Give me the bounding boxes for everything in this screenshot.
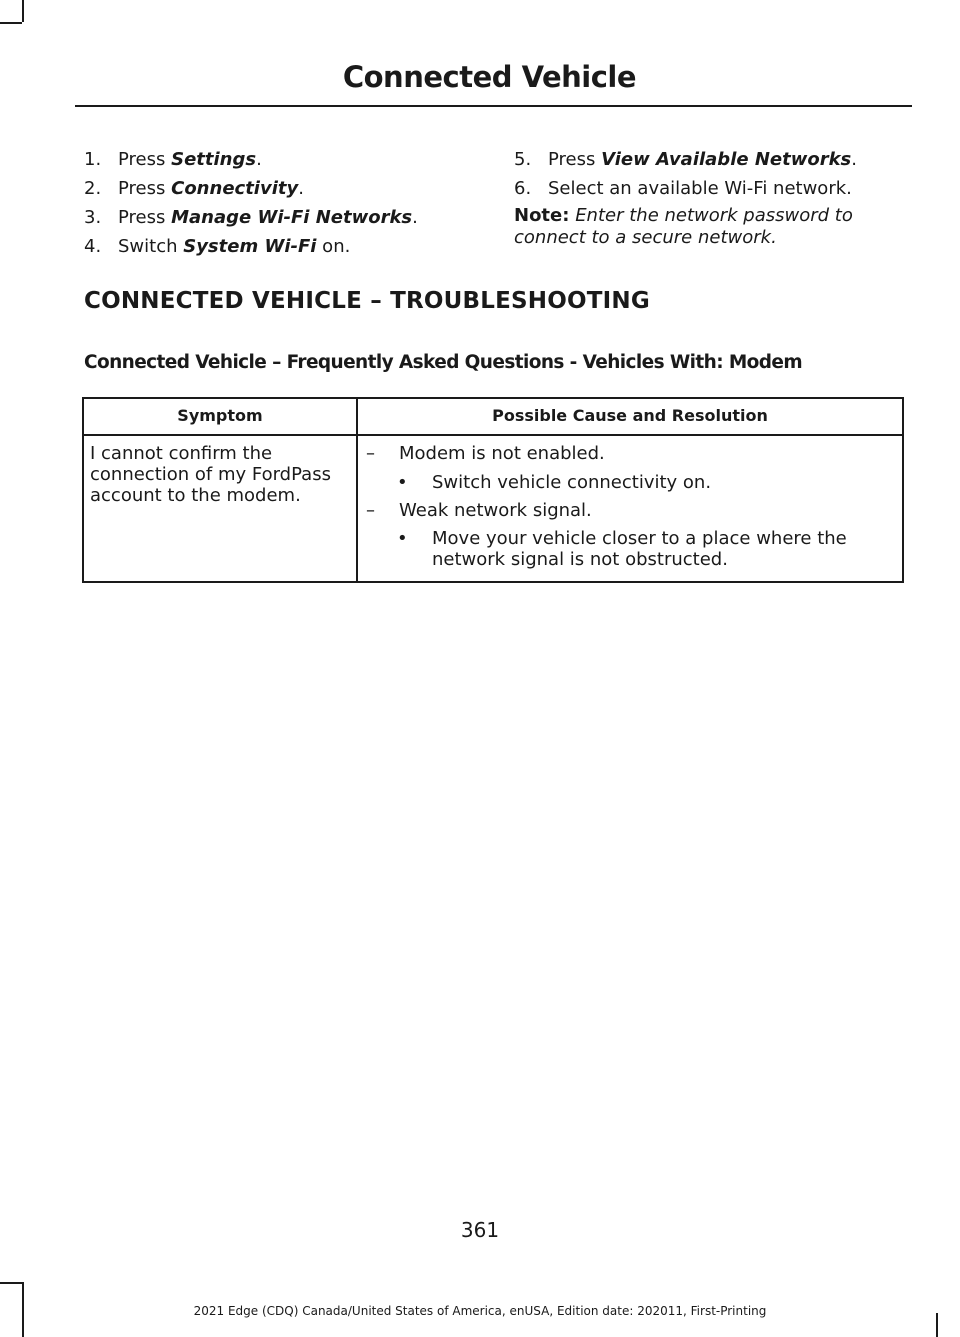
dash-marker: – [366,443,375,464]
step-item [84,232,418,261]
step-text: Select an available Wi-Fi network. [548,178,852,199]
step-number: 4. [84,236,102,257]
crop-mark [0,1282,22,1284]
note [514,205,894,249]
crop-mark [0,22,22,24]
header-divider [75,105,912,107]
cause-text: Modem is not enabled. [399,443,605,464]
dash-marker: – [366,500,375,521]
step-item [84,203,418,232]
resolution-text: Switch vehicle connectivity on. [432,472,712,493]
page-number: 361 [460,1218,500,1242]
step-number: 5. [514,149,532,170]
step-text: Press Connectivity. [118,178,304,199]
table-header-symptom: Symptom [177,406,263,425]
crop-mark [22,0,24,22]
table-header-resolution: Possible Cause and Resolution [492,406,768,425]
step-number: 6. [514,178,532,199]
table-cell-symptom: I cannot confirm the connection of my FordPass account to the modem. [90,443,331,506]
table-column-divider [356,399,358,581]
step-item [514,145,857,174]
step-item [84,145,418,174]
steps-list-left [84,145,418,261]
step-text: Switch System Wi-Fi on. [118,236,351,257]
steps-list-right [514,145,857,203]
troubleshooting-table [82,397,904,583]
table-header-divider [84,434,902,436]
step-item [514,174,857,203]
step-number: 2. [84,178,102,199]
step-item [84,174,418,203]
step-number: 1. [84,149,102,170]
step-text: Press Manage Wi-Fi Networks. [118,207,418,228]
note-label: Note: [514,205,570,226]
resolution-text: Move your vehicle closer to a place where the network signal is not obstructed. [432,528,847,570]
bullet-marker: • [397,528,408,549]
note-text: Enter the network password to connect to a secure network. [514,205,853,248]
step-text: Press View Available Networks. [548,149,858,170]
page-title: Connected Vehicle [342,60,636,94]
section-heading: CONNECTED VEHICLE – TROUBLESHOOTING [84,288,650,314]
footer-text: 2021 Edge (CDQ) Canada/United States of America, enUSA, Edition date: 202011, First-Printing [193,1304,767,1318]
section-subheading: Connected Vehicle – Frequently Asked Questions - Vehicles With: Modem [84,352,803,373]
cause-text: Weak network signal. [399,500,592,521]
step-text: Press Settings. [118,149,262,170]
bullet-marker: • [397,472,408,493]
step-number: 3. [84,207,102,228]
